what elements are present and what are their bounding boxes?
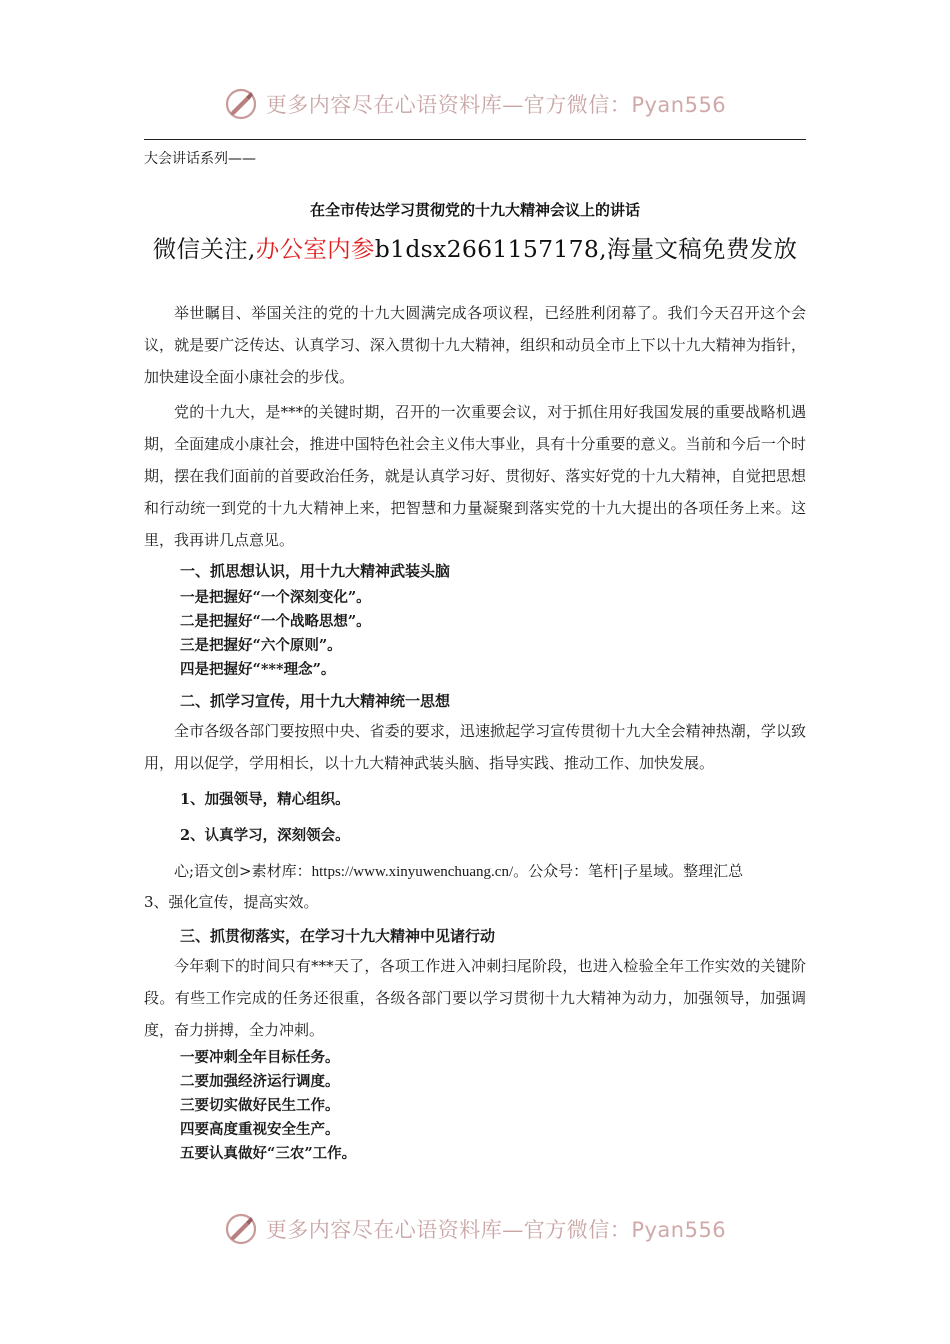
section-3-item: 五要认真做好“三农”工作。	[180, 1145, 357, 1163]
section-1-item: 三是把握好“六个原则”。	[180, 637, 342, 655]
intro-paragraph-2: 党的十九大，是***的关键时期，召开的一次重要会议，对于抓住用好我国发展的重要战略机遇期，全面建成小康社会，推进中国特色社会主义伟大事业，具有十分重要的意义。当前和今后一个时期，摆在我们面前的首要政治任务，就是认真学习好、贯彻好、落实好党的十九大精神，自觉把思想和行动统一到党的十九大精神上来，把智慧和力量凝聚到落实党的十九大提出的各项任务上来。这里，我再讲几点意见。	[144, 403, 806, 549]
section-1-item: 二是把握好“一个战略思想”。	[180, 613, 371, 631]
banner-wechat-id: Pyan556	[631, 1218, 727, 1242]
source-note: 心;语文创>素材库：https://www.xinyuwenchuang.cn/。公众号：笔杆|子星域。整理汇总	[174, 861, 744, 880]
section-1-item: 一是把握好“一个深刻变化”。	[180, 589, 371, 607]
section-3-item: 三要切实做好民生工作。	[180, 1097, 340, 1115]
intro-paragraph-1: 举世瞩目、举国关注的党的十九大圆满完成各项议程，已经胜利闭幕了。我们今天召开这个会议，就是要广泛传达、认真学习、深入贯彻十九大精神，组织和动员全市上下以十九大精神为指针，加快建设全面小康社会的步伐。	[144, 304, 806, 386]
header-rule	[144, 139, 806, 140]
section-2-item: 1、加强领导，精心组织。	[180, 790, 350, 808]
promo-line	[144, 230, 806, 264]
document-body	[144, 298, 806, 1166]
promo-highlight: 办公室内参	[255, 235, 375, 263]
footer-watermark-banner	[0, 1207, 950, 1251]
section-3-paragraph: 今年剩下的时间只有***天了，各项工作进入冲刺扫尾阶段，也进入检验全年工作实效的关键阶段。有些工作完成的任务还很重，各级各部门要以学习贯彻十九大精神为动力，加强领导，加强调度，奋力拼搏，全力冲刺。	[144, 956, 806, 1039]
header-watermark-banner	[0, 82, 950, 126]
section-3-item: 二要加强经济运行调度。	[180, 1073, 340, 1091]
section-3-heading: 三、抓贯彻落实，在学习十九大精神中见诸行动	[180, 926, 496, 945]
section-1-heading: 一、抓思想认识，用十九大精神武装头脑	[180, 562, 451, 581]
promo-suffix: b1dsx2661157178,海量文稿免费发放	[374, 235, 798, 263]
banner-wechat-id: Pyan556	[631, 93, 727, 117]
section-3-item: 四要高度重视安全生产。	[180, 1121, 340, 1139]
section-1-item: 四是把握好“***理念”。	[180, 661, 336, 679]
promo-prefix: 微信关注,	[152, 235, 256, 263]
section-3-item: 一要冲刺全年目标任务。	[180, 1049, 340, 1067]
section-2-item: 3、强化宣传，提高实效。	[144, 892, 319, 911]
banner-text: 更多内容尽在心语资料库—官方微信：Pyan556	[265, 93, 727, 117]
pen-logo-icon	[224, 1212, 258, 1246]
section-2-item: 2、认真学习，深刻领会。	[180, 826, 350, 844]
document-title: 在全市传达学习贯彻党的十九大精神会议上的讲话	[309, 201, 640, 219]
source-url: https://www.xinyuwenchuang.cn/	[311, 863, 514, 880]
banner-text: 更多内容尽在心语资料库—官方微信：Pyan556	[265, 1218, 727, 1242]
series-label: 大会讲话系列——	[144, 151, 256, 167]
section-2-heading: 二、抓学习宣传，用十九大精神统一思想	[180, 692, 451, 711]
pen-logo-icon	[224, 87, 258, 121]
section-2-paragraph: 全市各级各部门要按照中央、省委的要求，迅速掀起学习宣传贯彻十九大全会精神热潮，学以致用，用以促学，学用相长，以十九大精神武装头脑、指导实践、推动工作、加快发展。	[144, 722, 806, 773]
